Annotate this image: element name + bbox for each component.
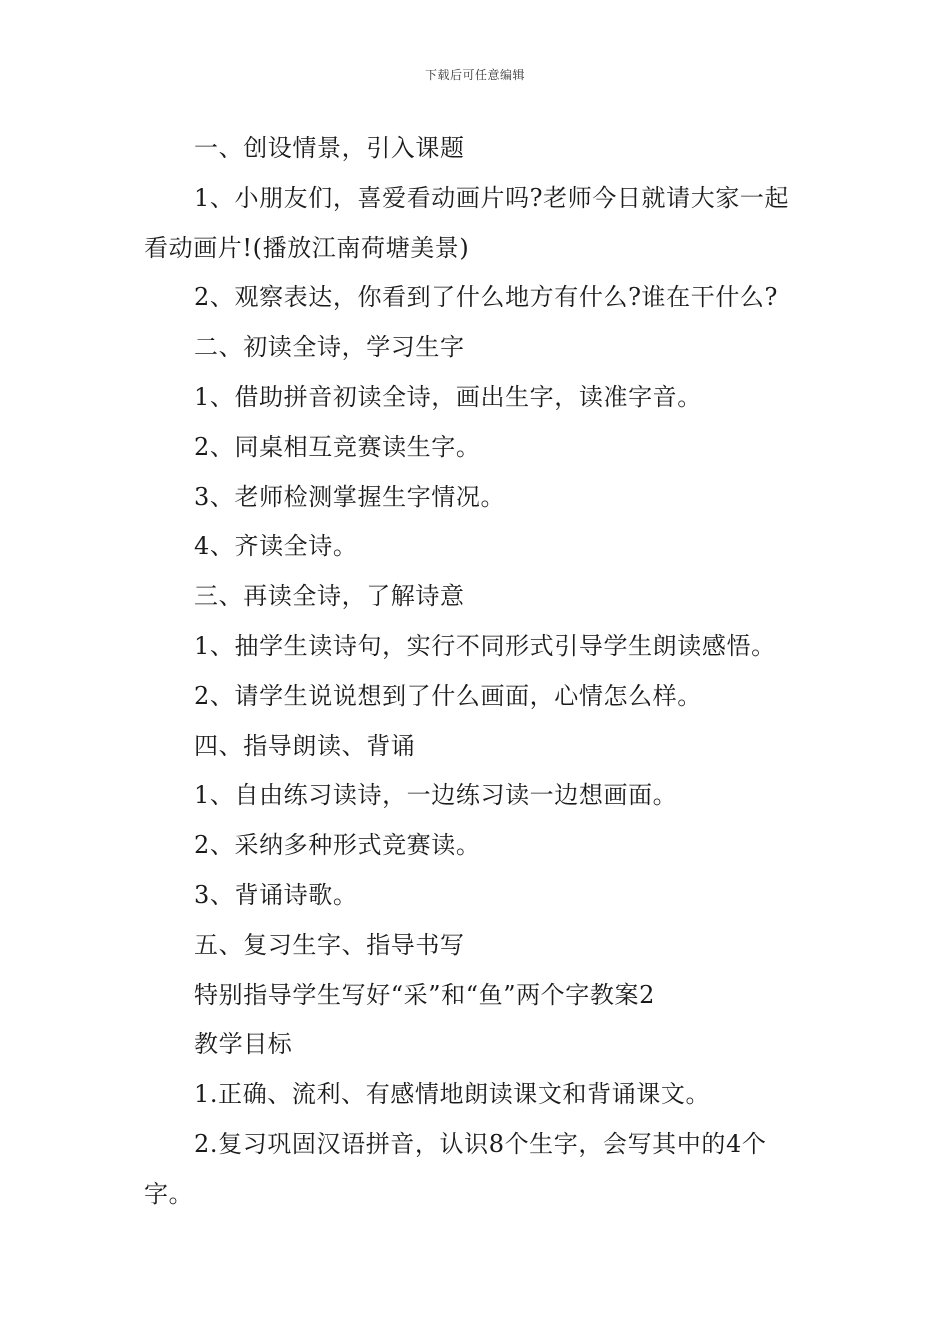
paragraph: 3、老师检测掌握生字情况。 <box>194 482 506 511</box>
subheading-teaching-goals: 教学目标 <box>194 1030 293 1059</box>
section-heading-1: 一、创设情景，引入课题 <box>194 134 465 162</box>
section-heading-2: 二、初读全诗，学习生字 <box>194 333 465 362</box>
paragraph: 特别指导学生写好“采”和“鱼”两个字教案2 <box>194 980 655 1009</box>
paragraph: 2.复习巩固汉语拼音，认识8个生字，会写其中的4个字。 <box>144 1129 767 1208</box>
document-body <box>144 124 812 1220</box>
paragraph: 2、观察表达，你看到了什么地方有什么?谁在干什么? <box>194 283 779 312</box>
paragraph: 1、借助拼音初读全诗，画出生字，读准字音。 <box>194 382 702 411</box>
section-heading-4: 四、指导朗读、背诵 <box>194 731 416 760</box>
section-heading-3: 三、再读全诗，了解诗意 <box>194 582 465 611</box>
paragraph: 1、抽学生读诗句，实行不同形式引导学生朗读感悟。 <box>194 631 776 660</box>
paragraph: 3、背诵诗歌。 <box>194 880 358 909</box>
paragraph: 2、请学生说说想到了什么画面，心情怎么样。 <box>194 681 702 710</box>
header-note: 下载后可任意编辑 <box>424 68 525 82</box>
paragraph: 1、小朋友们，喜爱看动画片吗?老师今日就请大家一起看动画片!(播放江南荷塘美景) <box>144 183 790 262</box>
paragraph: 2、同桌相互竞赛读生字。 <box>194 432 481 461</box>
paragraph: 1、自由练习读诗，一边练习读一边想画面。 <box>194 781 678 810</box>
section-heading-5: 五、复习生字、指导书写 <box>194 930 465 959</box>
paragraph: 2、采纳多种形式竞赛读。 <box>194 831 481 860</box>
paragraph: 4、齐读全诗。 <box>194 532 358 561</box>
paragraph: 1.正确、流利、有感情地朗读课文和背诵课文。 <box>194 1080 711 1109</box>
